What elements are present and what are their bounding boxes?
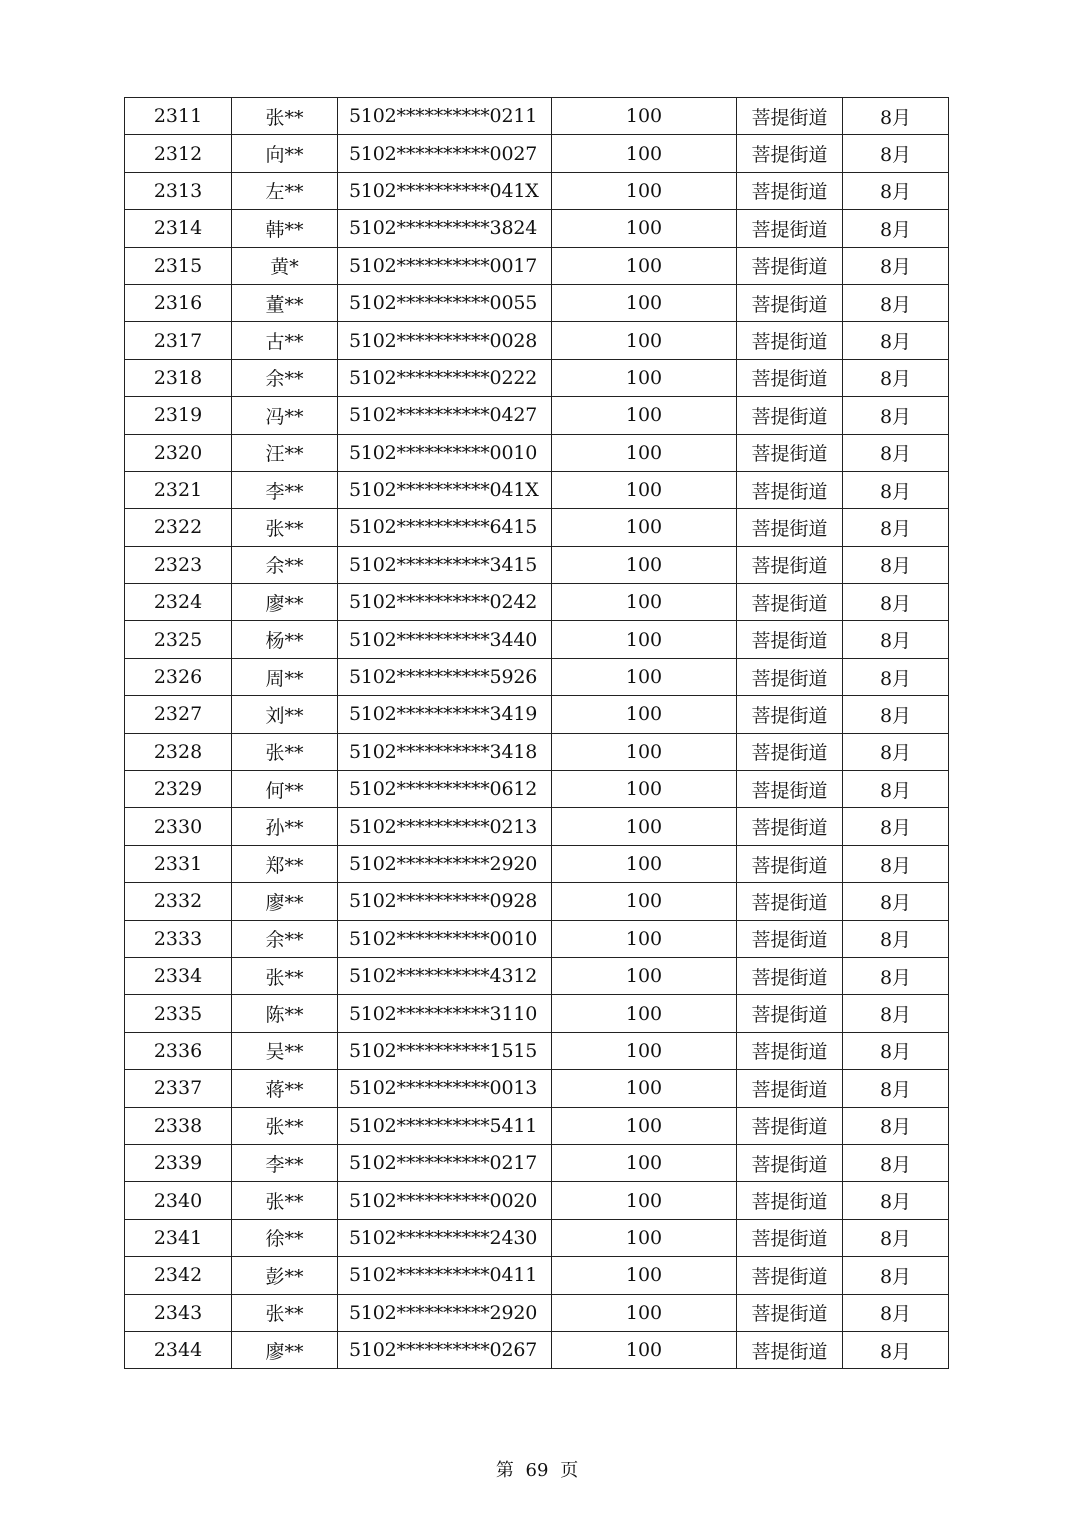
page-suffix: 页 <box>560 1460 579 1481</box>
amount-cell: 100 <box>552 920 737 957</box>
month-cell: 8月 <box>843 845 949 882</box>
id-number-cell: 5102**********041X <box>338 172 552 209</box>
amount-cell: 100 <box>552 1331 737 1368</box>
serial-number-cell: 2321 <box>125 471 232 508</box>
street-cell: 菩提街道 <box>737 172 843 209</box>
serial-number-cell: 2326 <box>125 658 232 695</box>
id-number-cell: 5102**********0020 <box>338 1182 552 1219</box>
name-cell: 张** <box>232 1294 338 1331</box>
street-cell: 菩提街道 <box>737 845 843 882</box>
amount-cell: 100 <box>552 210 737 247</box>
name-cell: 古** <box>232 322 338 359</box>
name-cell: 何** <box>232 771 338 808</box>
id-number-cell: 5102**********0017 <box>338 247 552 284</box>
street-cell: 菩提街道 <box>737 322 843 359</box>
serial-number-cell: 2316 <box>125 284 232 321</box>
street-cell: 菩提街道 <box>737 471 843 508</box>
serial-number-cell: 2334 <box>125 957 232 994</box>
street-cell: 菩提街道 <box>737 584 843 621</box>
amount-cell: 100 <box>552 397 737 434</box>
street-cell: 菩提街道 <box>737 621 843 658</box>
id-number-cell: 5102**********4312 <box>338 957 552 994</box>
id-number-cell: 5102**********0211 <box>338 98 552 135</box>
table-row <box>125 1294 949 1331</box>
serial-number-cell: 2318 <box>125 359 232 396</box>
month-cell: 8月 <box>843 696 949 733</box>
amount-cell: 100 <box>552 98 737 135</box>
serial-number-cell: 2319 <box>125 397 232 434</box>
amount-cell: 100 <box>552 1144 737 1181</box>
month-cell: 8月 <box>843 920 949 957</box>
serial-number-cell: 2330 <box>125 808 232 845</box>
name-cell: 张** <box>232 1107 338 1144</box>
serial-number-cell: 2342 <box>125 1257 232 1294</box>
amount-cell: 100 <box>552 471 737 508</box>
id-number-cell: 5102**********3110 <box>338 995 552 1032</box>
street-cell: 菩提街道 <box>737 808 843 845</box>
table-row <box>125 1182 949 1219</box>
street-cell: 菩提街道 <box>737 247 843 284</box>
serial-number-cell: 2324 <box>125 584 232 621</box>
id-number-cell: 5102**********2920 <box>338 845 552 882</box>
id-number-cell: 5102**********0010 <box>338 920 552 957</box>
table-row <box>125 322 949 359</box>
month-cell: 8月 <box>843 359 949 396</box>
table-row <box>125 1219 949 1256</box>
id-number-cell: 5102**********2920 <box>338 1294 552 1331</box>
street-cell: 菩提街道 <box>737 135 843 172</box>
street-cell: 菩提街道 <box>737 359 843 396</box>
table-row <box>125 397 949 434</box>
serial-number-cell: 2320 <box>125 434 232 471</box>
street-cell: 菩提街道 <box>737 696 843 733</box>
amount-cell: 100 <box>552 733 737 770</box>
page-number: 69 <box>525 1460 549 1481</box>
serial-number-cell: 2315 <box>125 247 232 284</box>
serial-number-cell: 2339 <box>125 1144 232 1181</box>
month-cell: 8月 <box>843 135 949 172</box>
month-cell: 8月 <box>843 397 949 434</box>
serial-number-cell: 2323 <box>125 546 232 583</box>
name-cell: 廖** <box>232 1331 338 1368</box>
street-cell: 菩提街道 <box>737 920 843 957</box>
amount-cell: 100 <box>552 546 737 583</box>
street-cell: 菩提街道 <box>737 1144 843 1181</box>
amount-cell: 100 <box>552 584 737 621</box>
table-row <box>125 546 949 583</box>
page-prefix: 第 <box>495 1460 514 1481</box>
amount-cell: 100 <box>552 509 737 546</box>
name-cell: 黄* <box>232 247 338 284</box>
table-row <box>125 920 949 957</box>
table-row <box>125 845 949 882</box>
name-cell: 向** <box>232 135 338 172</box>
serial-number-cell: 2311 <box>125 98 232 135</box>
month-cell: 8月 <box>843 1257 949 1294</box>
amount-cell: 100 <box>552 247 737 284</box>
table-row <box>125 172 949 209</box>
id-number-cell: 5102**********0411 <box>338 1257 552 1294</box>
amount-cell: 100 <box>552 1219 737 1256</box>
street-cell: 菩提街道 <box>737 210 843 247</box>
id-number-cell: 5102**********3415 <box>338 546 552 583</box>
id-number-cell: 5102**********3418 <box>338 733 552 770</box>
name-cell: 张** <box>232 1182 338 1219</box>
street-cell: 菩提街道 <box>737 733 843 770</box>
amount-cell: 100 <box>552 621 737 658</box>
name-cell: 余** <box>232 546 338 583</box>
name-cell: 余** <box>232 920 338 957</box>
amount-cell: 100 <box>552 771 737 808</box>
id-number-cell: 5102**********2430 <box>338 1219 552 1256</box>
month-cell: 8月 <box>843 621 949 658</box>
amount-cell: 100 <box>552 696 737 733</box>
name-cell: 杨** <box>232 621 338 658</box>
name-cell: 张** <box>232 957 338 994</box>
street-cell: 菩提街道 <box>737 995 843 1032</box>
page-footer <box>0 1456 1074 1482</box>
table-row <box>125 1331 949 1368</box>
serial-number-cell: 2333 <box>125 920 232 957</box>
name-cell: 周** <box>232 658 338 695</box>
table-row <box>125 1032 949 1069</box>
month-cell: 8月 <box>843 1032 949 1069</box>
serial-number-cell: 2340 <box>125 1182 232 1219</box>
amount-cell: 100 <box>552 1070 737 1107</box>
table-row <box>125 1144 949 1181</box>
table-row <box>125 957 949 994</box>
id-number-cell: 5102**********0055 <box>338 284 552 321</box>
table-row <box>125 471 949 508</box>
id-number-cell: 5102**********0217 <box>338 1144 552 1181</box>
street-cell: 菩提街道 <box>737 883 843 920</box>
serial-number-cell: 2313 <box>125 172 232 209</box>
street-cell: 菩提街道 <box>737 658 843 695</box>
id-number-cell: 5102**********6415 <box>338 509 552 546</box>
name-cell: 李** <box>232 1144 338 1181</box>
id-number-cell: 5102**********0028 <box>338 322 552 359</box>
serial-number-cell: 2329 <box>125 771 232 808</box>
table-row <box>125 883 949 920</box>
amount-cell: 100 <box>552 1107 737 1144</box>
street-cell: 菩提街道 <box>737 434 843 471</box>
name-cell: 廖** <box>232 883 338 920</box>
month-cell: 8月 <box>843 584 949 621</box>
street-cell: 菩提街道 <box>737 771 843 808</box>
month-cell: 8月 <box>843 172 949 209</box>
month-cell: 8月 <box>843 1182 949 1219</box>
month-cell: 8月 <box>843 509 949 546</box>
month-cell: 8月 <box>843 284 949 321</box>
serial-number-cell: 2335 <box>125 995 232 1032</box>
serial-number-cell: 2331 <box>125 845 232 882</box>
table-row <box>125 1070 949 1107</box>
serial-number-cell: 2337 <box>125 1070 232 1107</box>
street-cell: 菩提街道 <box>737 1107 843 1144</box>
table-row <box>125 658 949 695</box>
name-cell: 陈** <box>232 995 338 1032</box>
month-cell: 8月 <box>843 1331 949 1368</box>
id-number-cell: 5102**********0213 <box>338 808 552 845</box>
table-body <box>125 98 949 1369</box>
name-cell: 李** <box>232 471 338 508</box>
serial-number-cell: 2328 <box>125 733 232 770</box>
id-number-cell: 5102**********0013 <box>338 1070 552 1107</box>
amount-cell: 100 <box>552 1032 737 1069</box>
name-cell: 张** <box>232 98 338 135</box>
id-number-cell: 5102**********0027 <box>338 135 552 172</box>
name-cell: 左** <box>232 172 338 209</box>
table-row <box>125 696 949 733</box>
amount-cell: 100 <box>552 284 737 321</box>
street-cell: 菩提街道 <box>737 1032 843 1069</box>
serial-number-cell: 2332 <box>125 883 232 920</box>
serial-number-cell: 2322 <box>125 509 232 546</box>
amount-cell: 100 <box>552 1257 737 1294</box>
table-row <box>125 247 949 284</box>
street-cell: 菩提街道 <box>737 397 843 434</box>
month-cell: 8月 <box>843 434 949 471</box>
name-cell: 冯** <box>232 397 338 434</box>
street-cell: 菩提街道 <box>737 1219 843 1256</box>
street-cell: 菩提街道 <box>737 1257 843 1294</box>
month-cell: 8月 <box>843 658 949 695</box>
month-cell: 8月 <box>843 995 949 1032</box>
table-row <box>125 584 949 621</box>
table-row <box>125 771 949 808</box>
street-cell: 菩提街道 <box>737 1070 843 1107</box>
amount-cell: 100 <box>552 172 737 209</box>
name-cell: 廖** <box>232 584 338 621</box>
amount-cell: 100 <box>552 1294 737 1331</box>
name-cell: 徐** <box>232 1219 338 1256</box>
serial-number-cell: 2341 <box>125 1219 232 1256</box>
street-cell: 菩提街道 <box>737 98 843 135</box>
table-row <box>125 1107 949 1144</box>
serial-number-cell: 2343 <box>125 1294 232 1331</box>
month-cell: 8月 <box>843 808 949 845</box>
serial-number-cell: 2336 <box>125 1032 232 1069</box>
table-row <box>125 808 949 845</box>
month-cell: 8月 <box>843 1070 949 1107</box>
month-cell: 8月 <box>843 210 949 247</box>
amount-cell: 100 <box>552 995 737 1032</box>
name-cell: 董** <box>232 284 338 321</box>
amount-cell: 100 <box>552 135 737 172</box>
serial-number-cell: 2317 <box>125 322 232 359</box>
table-row <box>125 210 949 247</box>
amount-cell: 100 <box>552 1182 737 1219</box>
id-number-cell: 5102**********0242 <box>338 584 552 621</box>
month-cell: 8月 <box>843 322 949 359</box>
month-cell: 8月 <box>843 1294 949 1331</box>
amount-cell: 100 <box>552 845 737 882</box>
street-cell: 菩提街道 <box>737 1182 843 1219</box>
id-number-cell: 5102**********3824 <box>338 210 552 247</box>
serial-number-cell: 2344 <box>125 1331 232 1368</box>
month-cell: 8月 <box>843 98 949 135</box>
id-number-cell: 5102**********5926 <box>338 658 552 695</box>
serial-number-cell: 2325 <box>125 621 232 658</box>
name-cell: 余** <box>232 359 338 396</box>
street-cell: 菩提街道 <box>737 1331 843 1368</box>
month-cell: 8月 <box>843 471 949 508</box>
id-number-cell: 5102**********0928 <box>338 883 552 920</box>
street-cell: 菩提街道 <box>737 509 843 546</box>
month-cell: 8月 <box>843 247 949 284</box>
name-cell: 韩** <box>232 210 338 247</box>
table-row <box>125 284 949 321</box>
name-cell: 郑** <box>232 845 338 882</box>
name-cell: 彭** <box>232 1257 338 1294</box>
id-number-cell: 5102**********0612 <box>338 771 552 808</box>
id-number-cell: 5102**********3419 <box>338 696 552 733</box>
name-cell: 刘** <box>232 696 338 733</box>
id-number-cell: 5102**********0427 <box>338 397 552 434</box>
table-row <box>125 1257 949 1294</box>
amount-cell: 100 <box>552 957 737 994</box>
street-cell: 菩提街道 <box>737 1294 843 1331</box>
name-cell: 张** <box>232 509 338 546</box>
id-number-cell: 5102**********0267 <box>338 1331 552 1368</box>
table-row <box>125 135 949 172</box>
amount-cell: 100 <box>552 883 737 920</box>
table-row <box>125 509 949 546</box>
amount-cell: 100 <box>552 434 737 471</box>
name-cell: 张** <box>232 733 338 770</box>
name-cell: 孙** <box>232 808 338 845</box>
month-cell: 8月 <box>843 957 949 994</box>
amount-cell: 100 <box>552 322 737 359</box>
amount-cell: 100 <box>552 359 737 396</box>
amount-cell: 100 <box>552 658 737 695</box>
street-cell: 菩提街道 <box>737 957 843 994</box>
id-number-cell: 5102**********1515 <box>338 1032 552 1069</box>
name-cell: 蒋** <box>232 1070 338 1107</box>
roster-table <box>124 97 949 1369</box>
id-number-cell: 5102**********0222 <box>338 359 552 396</box>
amount-cell: 100 <box>552 808 737 845</box>
month-cell: 8月 <box>843 1144 949 1181</box>
id-number-cell: 5102**********3440 <box>338 621 552 658</box>
name-cell: 吴** <box>232 1032 338 1069</box>
id-number-cell: 5102**********5411 <box>338 1107 552 1144</box>
month-cell: 8月 <box>843 883 949 920</box>
month-cell: 8月 <box>843 1107 949 1144</box>
serial-number-cell: 2327 <box>125 696 232 733</box>
table-row <box>125 434 949 471</box>
table-row <box>125 359 949 396</box>
id-number-cell: 5102**********0010 <box>338 434 552 471</box>
table-row <box>125 98 949 135</box>
month-cell: 8月 <box>843 546 949 583</box>
month-cell: 8月 <box>843 1219 949 1256</box>
table-row <box>125 733 949 770</box>
street-cell: 菩提街道 <box>737 284 843 321</box>
street-cell: 菩提街道 <box>737 546 843 583</box>
table-row <box>125 621 949 658</box>
serial-number-cell: 2338 <box>125 1107 232 1144</box>
serial-number-cell: 2312 <box>125 135 232 172</box>
id-number-cell: 5102**********041X <box>338 471 552 508</box>
month-cell: 8月 <box>843 733 949 770</box>
month-cell: 8月 <box>843 771 949 808</box>
table-row <box>125 995 949 1032</box>
name-cell: 汪** <box>232 434 338 471</box>
serial-number-cell: 2314 <box>125 210 232 247</box>
